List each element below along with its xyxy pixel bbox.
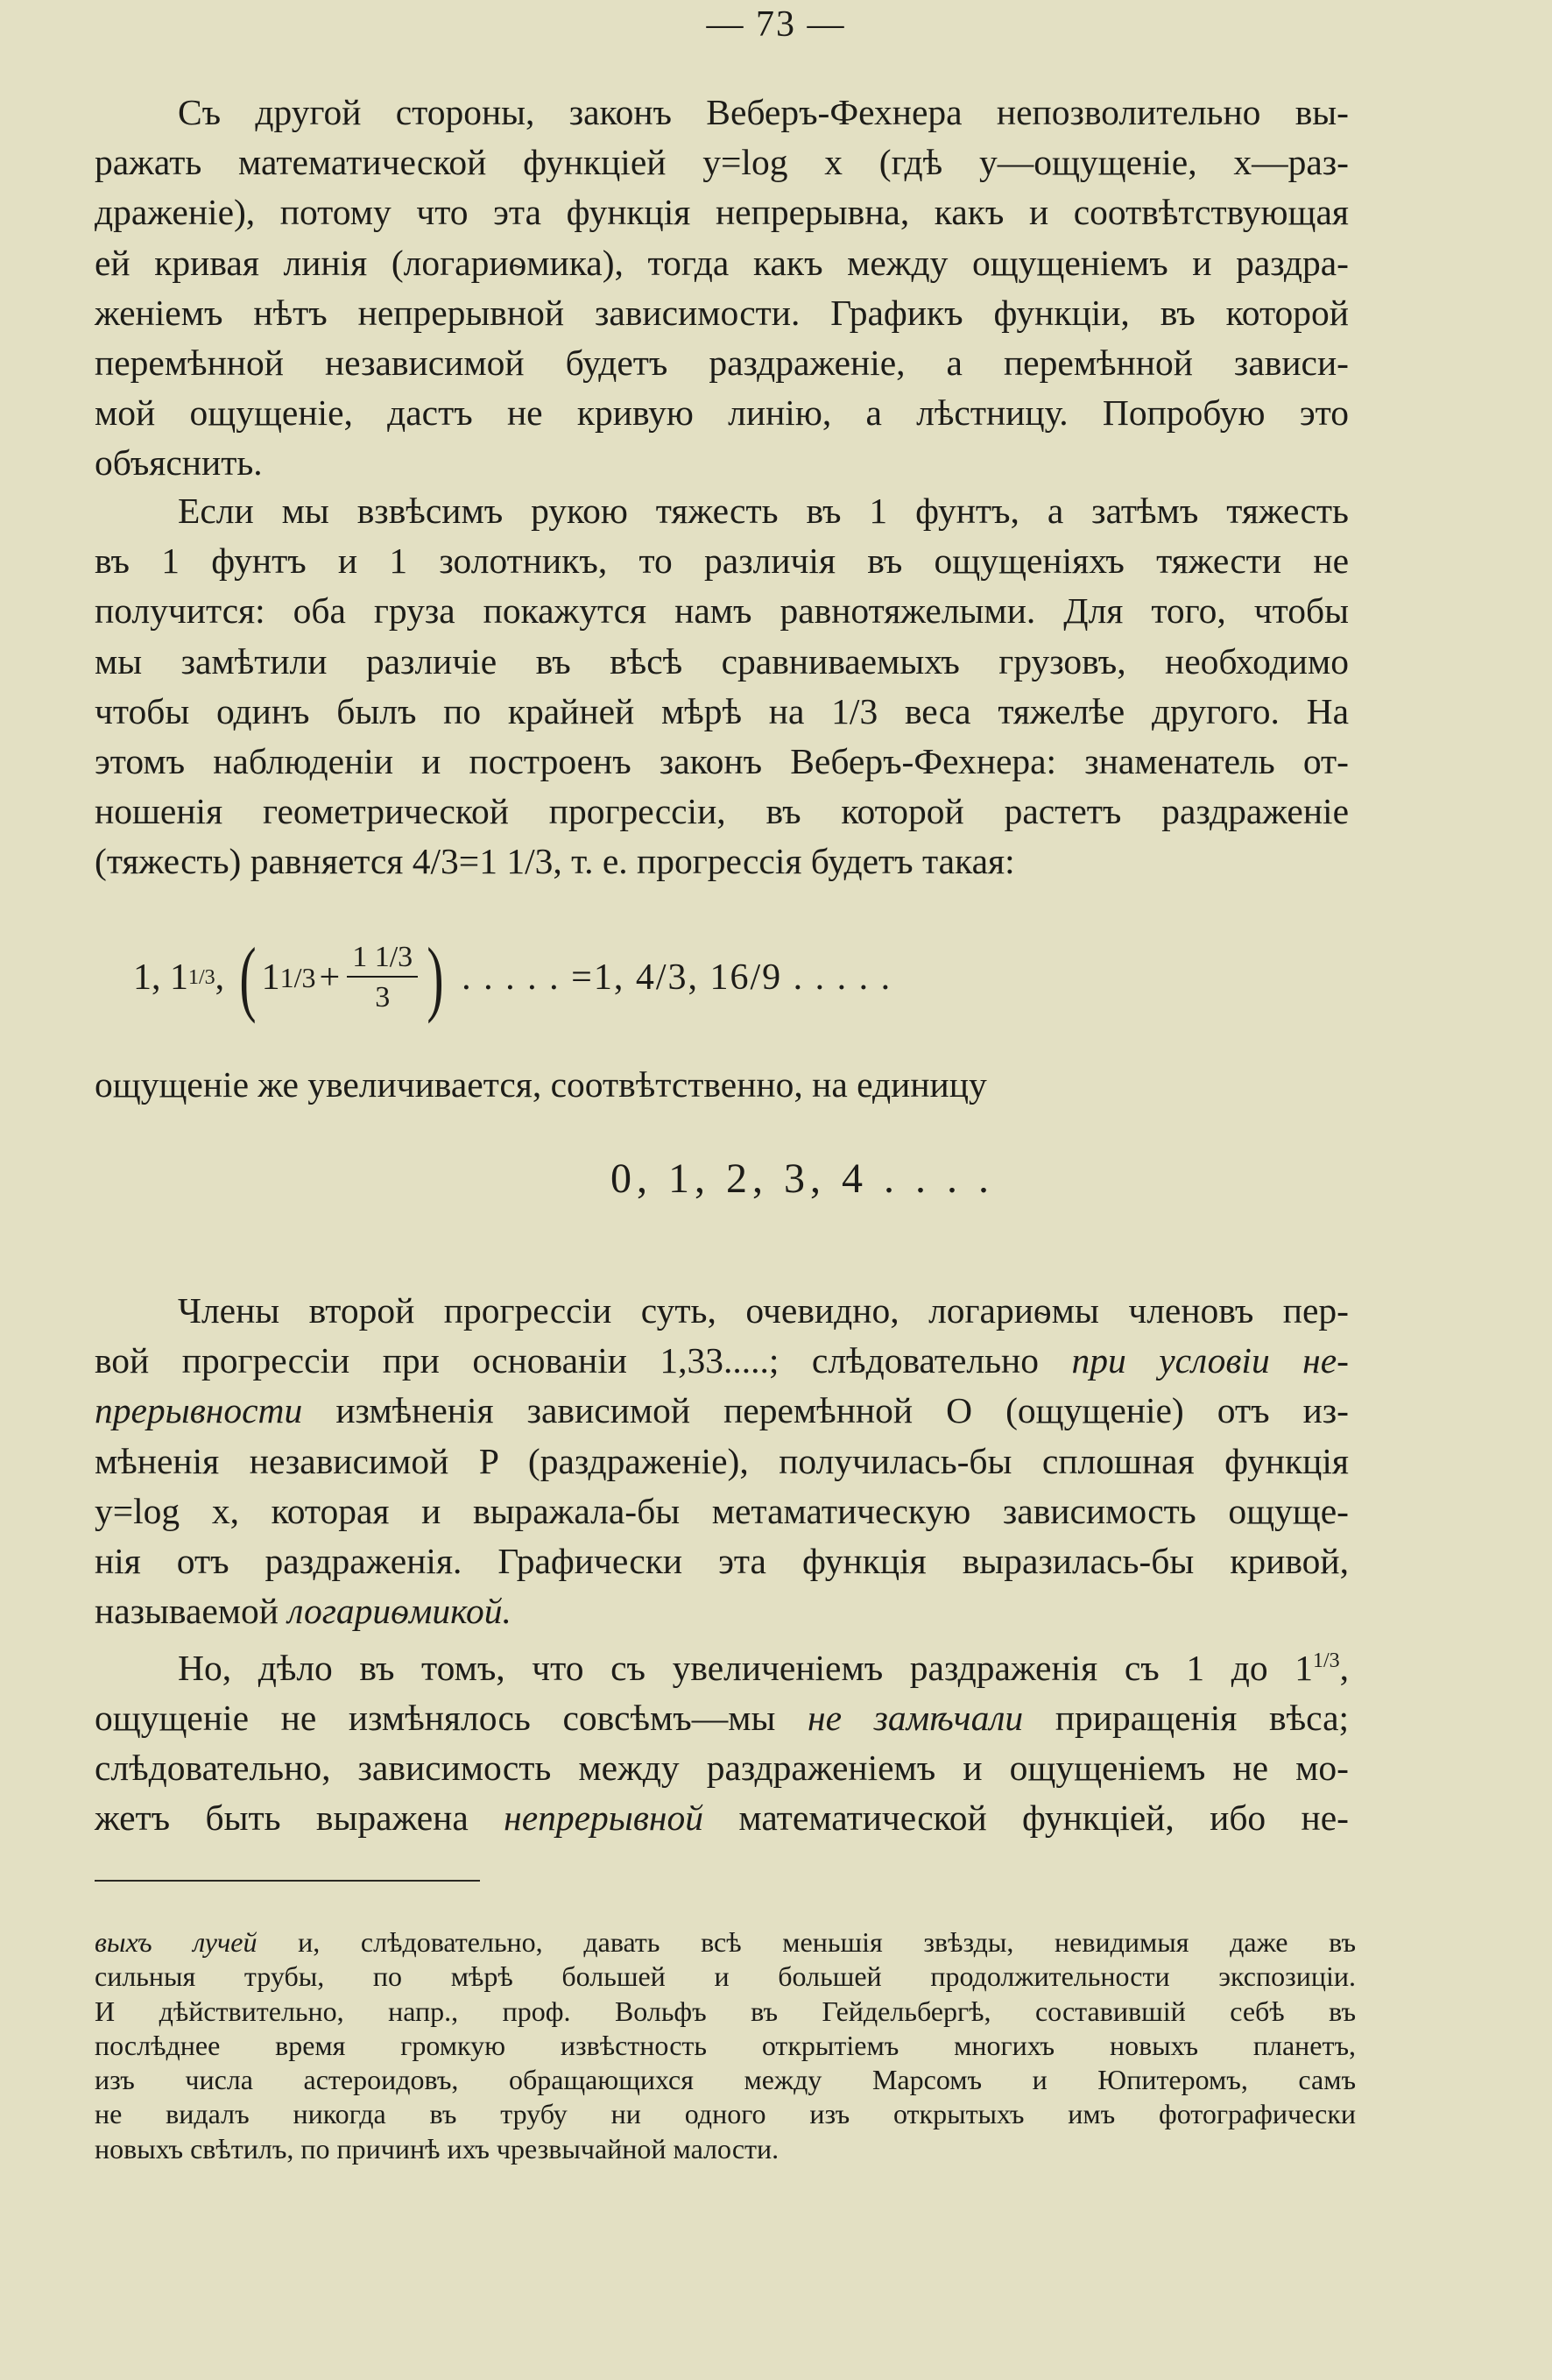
text-line [95, 1793, 1349, 1843]
text-line: нія отъ раздраженія. Графически эта функція выразилась-бы кривой, [95, 1541, 1349, 1582]
paragraph-3 [95, 1286, 1349, 1636]
text-fragment: (тяжесть) равняется [95, 841, 404, 882]
text-line: мы замѣтили различіе въ вѣсѣ сравниваемыхъ грузовъ, необходимо [95, 640, 1349, 682]
progression-formula: 1, 1 1/3 , ( 1 1/3 + $\frac{1 1/3}{3}$ ) . . . . . =1, 4/3, 16/9 . . . . . [133, 930, 892, 1024]
text-line: въ 1 фунтъ и 1 золотникъ, то различія въ ощущеніяхъ тяжести не [95, 540, 1349, 582]
text-fragment: Но, дѣло въ томъ, что съ увеличеніемъ раздраженія съ 1 до 1 [178, 1647, 1313, 1688]
text-line: y=log x, которая и выражала-бы метаматическую зависимость ощуще- [95, 1490, 1349, 1531]
text-line: драженіе), потому что эта функція непрерывна, какъ и соотвѣтствующая [95, 192, 1349, 233]
text-fragment: математической функціей, ибо не- [738, 1797, 1349, 1839]
text-line: объяснить. [95, 442, 263, 484]
text-line: перемѣнной независимой будетъ раздраженіе, а перемѣнной зависи- [95, 343, 1349, 384]
footnote-line [95, 1925, 1356, 1960]
fraction-four-thirds: 4/3=1 1/3, [412, 841, 562, 882]
text-line [95, 837, 1349, 886]
text-line [95, 1386, 1349, 1436]
text-line: получится: оба груза покажутся намъ равнотяжелыми. Для того, чтобы [95, 590, 1349, 632]
text-fragment: т. е. прогрессія будетъ такая: [571, 841, 1015, 882]
footnote-line: И дѣйствительно, напр., проф. Вольфъ въ Гейдельбергѣ, составившій себѣ въ [95, 1995, 1356, 2027]
fraction [347, 941, 418, 1014]
text-line: ощущеніе же увеличивается, соотвѣтственно, на единицу [95, 1064, 987, 1105]
footnote-rule [95, 1880, 480, 1882]
text-line: ношенія геометрической прогрессіи, въ которой растетъ раздраженіе [95, 791, 1349, 832]
text-line: мой ощущеніе, дастъ не кривую линію, а лѣстницу. Попробую это [95, 392, 1349, 434]
open-paren: ( [239, 930, 257, 1024]
inner-whole: 1 [261, 957, 280, 998]
footnote [95, 1925, 1356, 2166]
footnote-line: изъ числа астероидовъ, обращающихся между Марсомъ и Юпитеромъ, самъ [95, 2064, 1356, 2096]
formula-start: 1, 1 [133, 957, 188, 998]
fraction-superscript: 1/3 [1312, 1649, 1340, 1672]
plus-sign: + [319, 957, 341, 998]
paragraph-1 [95, 88, 1349, 489]
text-line: ражать математической функціей y=log x (гдѣ y—ощущеніе, x—раз- [95, 142, 1349, 183]
text-fragment: жетъ быть выражена [95, 1797, 469, 1839]
text-line [95, 687, 1349, 737]
text-fragment: называемой [95, 1591, 279, 1632]
text-fragment: и, слѣдовательно, давать всѣ меньшія звѣзды, невидимыя даже въ [298, 1926, 1357, 1958]
inner-frac: 1/3 [279, 961, 316, 993]
text-line: Если мы взвѣсимъ рукою тяжесть въ 1 фунтъ, а затѣмъ тяжесть [178, 491, 1349, 531]
footnote-line: сильныя трубы, по мѣрѣ большей и большей продолжительности экспозиціи. [95, 1960, 1356, 1993]
text-line: женіемъ нѣтъ непрерывной зависимости. Графикъ функціи, въ которой [95, 292, 1349, 333]
formula-tail: . . . . . =1, 4/3, 16/9 . . . . . [462, 957, 892, 998]
sequence: 0, 1, 2, 3, 4 . . . . [610, 1155, 994, 1202]
text-line: мѣненія независимой P (раздраженіе), получилась-бы сплошная функція [95, 1440, 1349, 1481]
denominator: 3 [375, 981, 391, 1013]
italic-fragment: прерывности [95, 1390, 303, 1431]
italic-fragment: не замѣчали [808, 1698, 1024, 1739]
formula-frac: 1/3 [188, 965, 215, 989]
italic-fragment: выхъ лучей [95, 1926, 257, 1958]
text-line: слѣдовательно, зависимость между раздраженіемъ и ощущеніемъ не мо- [95, 1748, 1349, 1789]
fraction-one-third: 1/3 [831, 690, 878, 731]
paragraph-2 [95, 486, 1349, 887]
italic-fragment: непрерывной [504, 1797, 703, 1839]
text-fragment: ощущеніе не измѣнялось совсѣмъ—мы [95, 1698, 776, 1739]
page-number: — 73 — [706, 4, 846, 45]
text-fragment: весa тяжелѣе другого. На [904, 690, 1350, 731]
text-line [95, 1693, 1349, 1743]
italic-fragment: при условіи не- [1071, 1340, 1349, 1381]
text-line: Съ другой стороны, законъ Веберъ-Фехнера непозволительно вы- [178, 92, 1349, 132]
footnote-line: не видалъ никогда въ трубу ни одного изъ открытыхъ имъ фотографически [95, 2098, 1356, 2130]
text-line: этомъ наблюденіи и построенъ законъ Веберъ-Фехнера: знаменатель от- [95, 741, 1349, 782]
italic-fragment: логариѳмикой. [287, 1591, 511, 1632]
text-fragment: измѣненія зависимой перемѣнной O (ощущеніе) отъ из- [335, 1390, 1349, 1431]
text-line: ей кривая линія (логариѳмика), тогда какъ между ощущеніемъ и раздра- [95, 242, 1349, 283]
paragraph-2b [95, 1060, 1349, 1110]
text-line: Но, дѣло въ томъ, что съ увеличеніемъ раздраженія съ 1 до $1^{1/3}$, [178, 1647, 1349, 1688]
text-line [95, 1336, 1349, 1386]
text-fragment: приращенія вѣса; [1055, 1698, 1350, 1739]
footnote-line: послѣднее время громкую извѣстность открытіемъ многихъ новыхъ планетъ, [95, 2029, 1356, 2061]
footnote-line: новыхъ свѣтилъ, по причинѣ ихъ чрезвычайной малости. [95, 2132, 780, 2165]
text-line: Члены второй прогрессіи суть, очевидно, логариѳмы членовъ пер- [178, 1290, 1349, 1331]
text-fragment: вой прогрессіи при основаніи 1,33.....; слѣдовательно [95, 1340, 1039, 1381]
paragraph-4 [95, 1636, 1349, 1844]
text-line [95, 1586, 1349, 1636]
close-paren: ) [427, 930, 444, 1024]
numerator: 1 1/3 [347, 941, 418, 978]
text-fragment: чтобы одинъ былъ по крайней мѣрѣ на [95, 690, 805, 731]
